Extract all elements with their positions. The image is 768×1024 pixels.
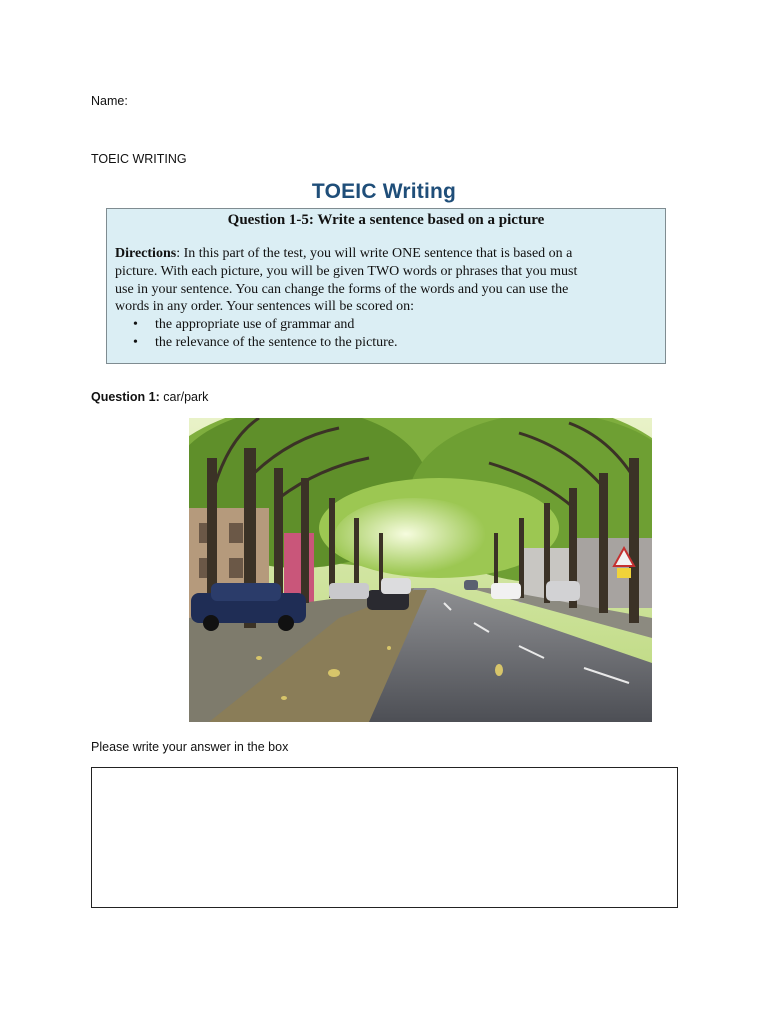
- directions-line-4: words in any order. Your sentences will be scored on:: [115, 299, 415, 315]
- scoring-criterion: • the relevance of the sentence to the picture.: [155, 334, 657, 352]
- name-label: Name:: [91, 94, 128, 108]
- document-title: TOEIC Writing: [311, 180, 457, 203]
- directions-line-1: Directions: In this part of the test, you will write ONE sentence that is based on a: [115, 246, 573, 261]
- scoring-criteria-list: [115, 316, 657, 352]
- directions-heading: Question 1-5: Write a sentence based on a picture: [227, 212, 545, 228]
- section-label: TOEIC WRITING: [91, 152, 187, 166]
- question-number: Question 1:: [91, 390, 160, 404]
- directions-box: [106, 208, 666, 364]
- scoring-criterion: • the appropriate use of grammar and: [155, 316, 657, 334]
- directions-body: [115, 245, 657, 352]
- question-words: car/park: [159, 390, 209, 404]
- directions-line-3: use in your sentence. You can change the forms of the words and you can use the: [115, 281, 569, 297]
- answer-input[interactable]: [92, 768, 677, 907]
- directions-line-2: picture. With each picture, you will be given TWO words or phrases that you must: [115, 263, 578, 279]
- answer-box[interactable]: [91, 767, 678, 908]
- directions-label: Directions: [115, 246, 177, 261]
- question-label: [91, 390, 208, 404]
- street-photo: [189, 418, 652, 722]
- answer-prompt: Please write your answer in the box: [91, 740, 289, 754]
